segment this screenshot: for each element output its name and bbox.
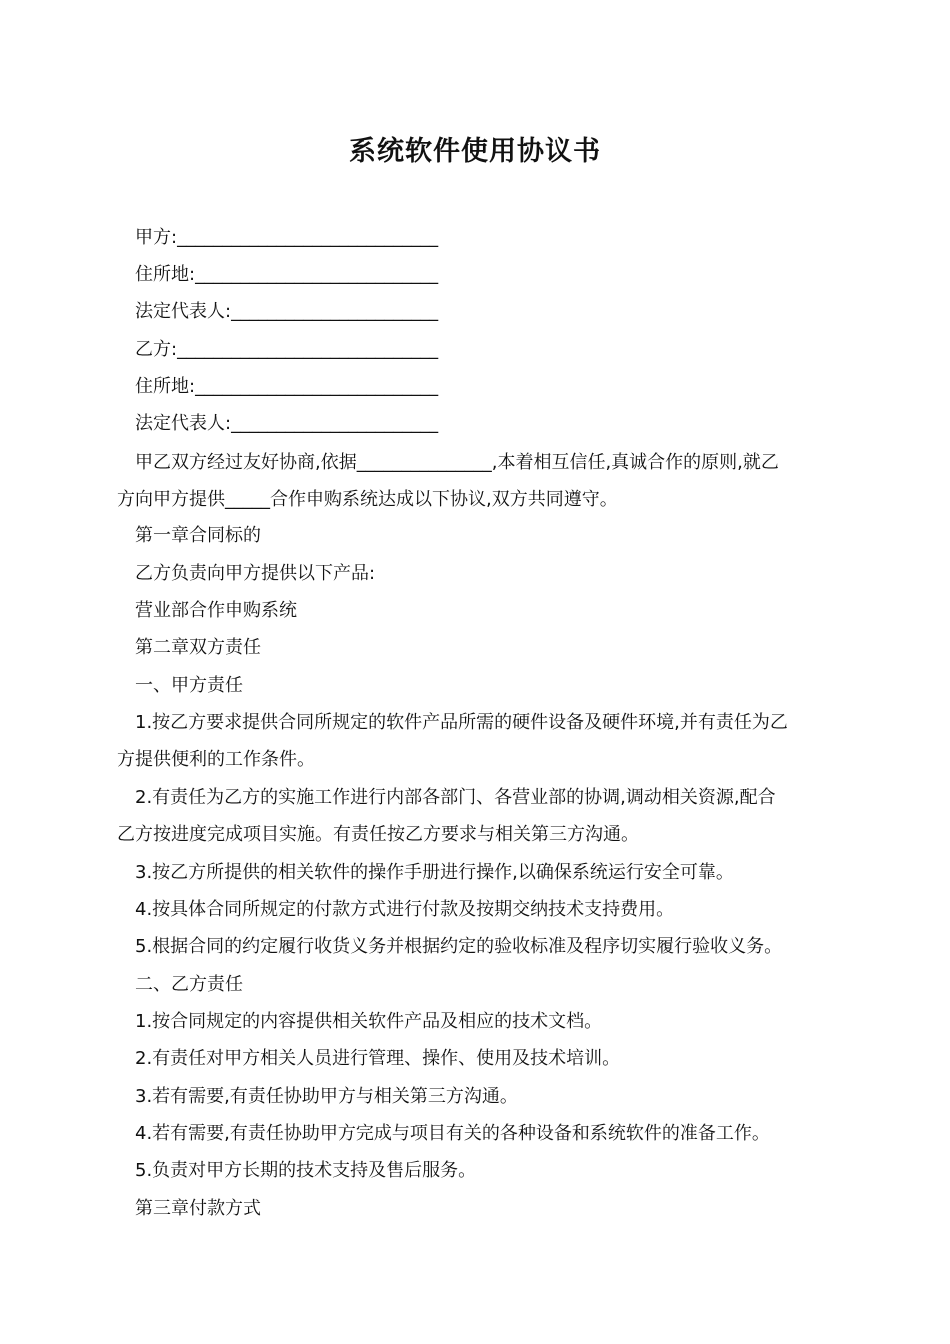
document-title: 系统软件使用协议书	[349, 136, 601, 167]
party-a-duty-2-line-2: 乙方按进度完成项目实施。有责任按乙方要求与相关第三方沟通。	[117, 824, 639, 845]
party-b-address-field: 住所地:___________________________	[135, 376, 439, 397]
party-a-duty-2-line-1: 2.有责任为乙方的实施工作进行内部各部门、各营业部的协调,调动相关资源,配合	[135, 787, 776, 808]
party-a-duties-heading: 一、甲方责任	[135, 675, 243, 696]
party-a-duty-4: 4.按具体合同所规定的付款方式进行付款及按期交纳技术支持费用。	[135, 899, 675, 920]
party-b-duties-heading: 二、乙方责任	[135, 974, 243, 995]
party-b-duty-2: 2.有责任对甲方相关人员进行管理、操作、使用及技术培训。	[135, 1048, 621, 1069]
chapter-1-product: 营业部合作申购系统	[135, 600, 297, 621]
chapter-1-text: 乙方负责向甲方提供以下产品:	[135, 563, 376, 584]
party-b-duty-3: 3.若有需要,有责任协助甲方与相关第三方沟通。	[135, 1086, 518, 1107]
preamble-line-2: 方向甲方提供_____合作申购系统达成以下协议,双方共同遵守。	[117, 489, 618, 510]
party-b-duty-1: 1.按合同规定的内容提供相关软件产品及相应的技术文档。	[135, 1011, 603, 1032]
chapter-1-heading: 第一章合同标的	[135, 525, 261, 546]
party-b-representative-field: 法定代表人:_______________________	[135, 413, 439, 434]
party-a-duty-3: 3.按乙方所提供的相关软件的操作手册进行操作,以确保系统运行安全可靠。	[135, 862, 734, 883]
party-a-duty-1-line-2: 方提供便利的工作条件。	[117, 749, 315, 770]
party-a-duty-1-line-1: 1.按乙方要求提供合同所规定的软件产品所需的硬件设备及硬件环境,并有责任为乙	[135, 712, 788, 733]
chapter-2-heading: 第二章双方责任	[135, 637, 261, 658]
party-b-field: 乙方:_____________________________	[135, 339, 439, 360]
party-b-duty-5: 5.负责对甲方长期的技术支持及售后服务。	[135, 1160, 477, 1181]
chapter-3-heading: 第三章付款方式	[135, 1198, 261, 1219]
party-a-representative-field: 法定代表人:_______________________	[135, 301, 439, 322]
party-a-address-field: 住所地:___________________________	[135, 264, 439, 285]
party-b-duty-4: 4.若有需要,有责任协助甲方完成与项目有关的各种设备和系统软件的准备工作。	[135, 1123, 770, 1144]
preamble-line-1: 甲乙双方经过友好协商,依据_______________,本着相互信任,真诚合作的原则,就乙	[135, 452, 779, 473]
party-a-field: 甲方:_____________________________	[135, 227, 439, 248]
party-a-duty-5: 5.根据合同的约定履行收货义务并根据约定的验收标准及程序切实履行验收义务。	[135, 936, 783, 957]
